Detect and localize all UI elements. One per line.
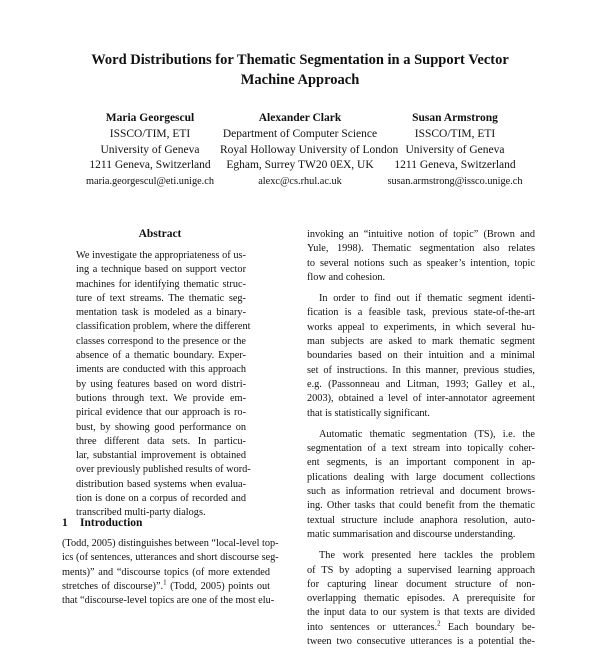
text-line: e.g. (Passonneau and Litman, 1993; Galley et al., <box>307 378 535 390</box>
text-line: fication is a feasible task, previous state-of-the-art <box>307 307 535 319</box>
text-line: Automatic thematic segmentation (TS), i.e. the <box>319 428 535 440</box>
text-line: to several notions such as speaker’s intention, topic <box>307 257 535 269</box>
text-line: We investigate the appropriateness of us- <box>76 250 246 261</box>
paragraph-gap <box>307 542 535 549</box>
text-line: matic summarisation and discourse understanding. <box>307 528 516 540</box>
text-line: of TS by adopting a supervised learning approach <box>307 564 535 576</box>
author-affiliation: 1211 Geneva, Switzerland <box>89 159 211 172</box>
section-title: Introduction <box>80 517 143 529</box>
text-line: set of instructions. In this manner, previous studies, <box>307 364 535 376</box>
text-line: three different data sets. In particu- <box>76 435 246 447</box>
text-line: machines for identifying thematic struc- <box>76 278 246 290</box>
author-2 <box>220 111 399 190</box>
author-affiliation: University of Geneva <box>100 143 200 156</box>
footnote-mark: 2 <box>437 619 441 628</box>
text-line: transcribed multi-party dialogs. <box>76 507 206 519</box>
title-line-1: Word Distributions for Thematic Segmentation in a Support Vector <box>91 52 509 68</box>
author-affiliation: ISSCO/TIM, ETI <box>414 127 496 140</box>
text-line: ments)” and “discourse topics (of more extended <box>62 566 270 578</box>
text-line: The work presented here tackles the problem <box>319 550 535 562</box>
intro-left-column <box>62 537 279 608</box>
text-fragment: into sentences or utterances. <box>307 621 438 633</box>
author-email: maria.georgescul@eti.unige.ch <box>86 176 214 188</box>
author-name: Maria Georgescul <box>105 112 195 124</box>
text-fragment: (Todd, 2005) points out <box>166 580 271 592</box>
paragraph-gap <box>307 421 535 428</box>
title-line-2: Machine Approach <box>240 72 360 88</box>
text-line: textual structure include anaphora resolution, auto- <box>307 514 535 526</box>
author-email: susan.armstrong@issco.unige.ch <box>387 176 523 188</box>
text-line <box>62 580 270 594</box>
text-line: distribution based systems when evalua- <box>76 478 246 490</box>
text-line: pirical evidence that our approach is ro- <box>76 407 246 419</box>
author-affiliation: 1211 Geneva, Switzerland <box>394 159 516 172</box>
section-number: 1 <box>62 517 68 529</box>
text-line: ing a technique based on support vector <box>76 264 246 276</box>
text-line: (Todd, 2005) distinguishes between “local-level top- <box>62 538 279 549</box>
text-line: ing. Other tasks that could benefit from the thematic <box>307 500 535 512</box>
author-affiliation: Royal Holloway University of London <box>220 143 399 156</box>
text-line: absence of a thematic boundary. Exper- <box>76 350 246 362</box>
text-line: ics (of sentences, utterances and short discourse seg- <box>62 552 279 564</box>
paragraph-gap <box>307 285 535 292</box>
text-line: ent segments, is an important component in ap- <box>307 457 535 469</box>
text-line: bust, by showing good performance on <box>76 421 246 433</box>
text-line: In order to find out if thematic segment identi- <box>319 293 535 305</box>
abstract-body <box>76 249 251 521</box>
author-email: alexc@cs.rhul.ac.uk <box>258 176 342 188</box>
author-1 <box>80 111 220 190</box>
text-fragment: stretches of discourse)”. <box>62 580 164 592</box>
text-line: butions through text. We provide em- <box>76 392 246 404</box>
text-line: iments are conducted with this approach <box>76 364 246 376</box>
text-line: ture of text streams. The thematic seg- <box>76 292 246 304</box>
author-affiliation: Department of Computer Science <box>222 127 378 140</box>
text-line: man subjects are asked to mark thematic segment <box>307 336 535 348</box>
author-affiliation: ISSCO/TIM, ETI <box>109 127 191 140</box>
text-line <box>307 621 535 635</box>
text-line: that is statistically significant. <box>307 407 430 419</box>
text-line: tion is done on a corpus of recorded and <box>76 493 246 505</box>
right-column <box>307 228 535 649</box>
author-name: Susan Armstrong <box>412 112 498 124</box>
text-line: over previously published results of word- <box>76 464 251 476</box>
text-line: for capturing linear document structure of non- <box>307 578 535 590</box>
footnote-mark: 1 <box>163 578 167 587</box>
text-line: overlapping thematic episodes. A prerequisite for <box>307 593 535 605</box>
text-fragment: Each boundary be- <box>440 621 535 633</box>
text-line: Yule, 1998). Thematic segmentation also relates <box>307 243 535 255</box>
text-line: that “discourse-level topics are one of the most elu- <box>62 595 275 607</box>
text-line: tween two consecutive utterances is a potential the- <box>307 636 535 648</box>
text-line: invoking an “intuitive notion of topic” (Brown and <box>307 229 535 240</box>
abstract-heading: Abstract <box>138 228 182 240</box>
author-affiliation: Egham, Surrey TW20 0EX, UK <box>226 159 374 172</box>
text-line: such as information retrieval and document brows- <box>307 486 535 498</box>
text-line: the input data to our system is that texts are divided <box>307 607 535 619</box>
text-line: boundaries based on their intuition and a minimal <box>307 350 535 362</box>
text-line: plications dealing with large document collections <box>307 471 535 483</box>
text-line: classes correspond to the presence or the <box>76 335 246 347</box>
text-line: works appeal to experiments, in which several hu- <box>307 321 535 333</box>
author-affiliation: University of Geneva <box>405 143 505 156</box>
author-3 <box>380 111 530 190</box>
text-line: mentation task is modeled as a binary- <box>76 307 246 319</box>
text-line: classification problem, where the different <box>76 321 251 333</box>
paper-title <box>60 50 540 90</box>
author-name: Alexander Clark <box>258 112 342 124</box>
text-line: lar, substantial improvement is obtained <box>76 450 246 462</box>
text-line: by using features based on word distri- <box>76 378 246 390</box>
text-line: 2003), obtained a level of inter-annotator agreement <box>307 393 535 405</box>
text-line: flow and cohesion. <box>307 271 386 283</box>
text-line: segmentation of a text stream into topically coher- <box>307 443 535 455</box>
section-heading <box>62 517 142 529</box>
